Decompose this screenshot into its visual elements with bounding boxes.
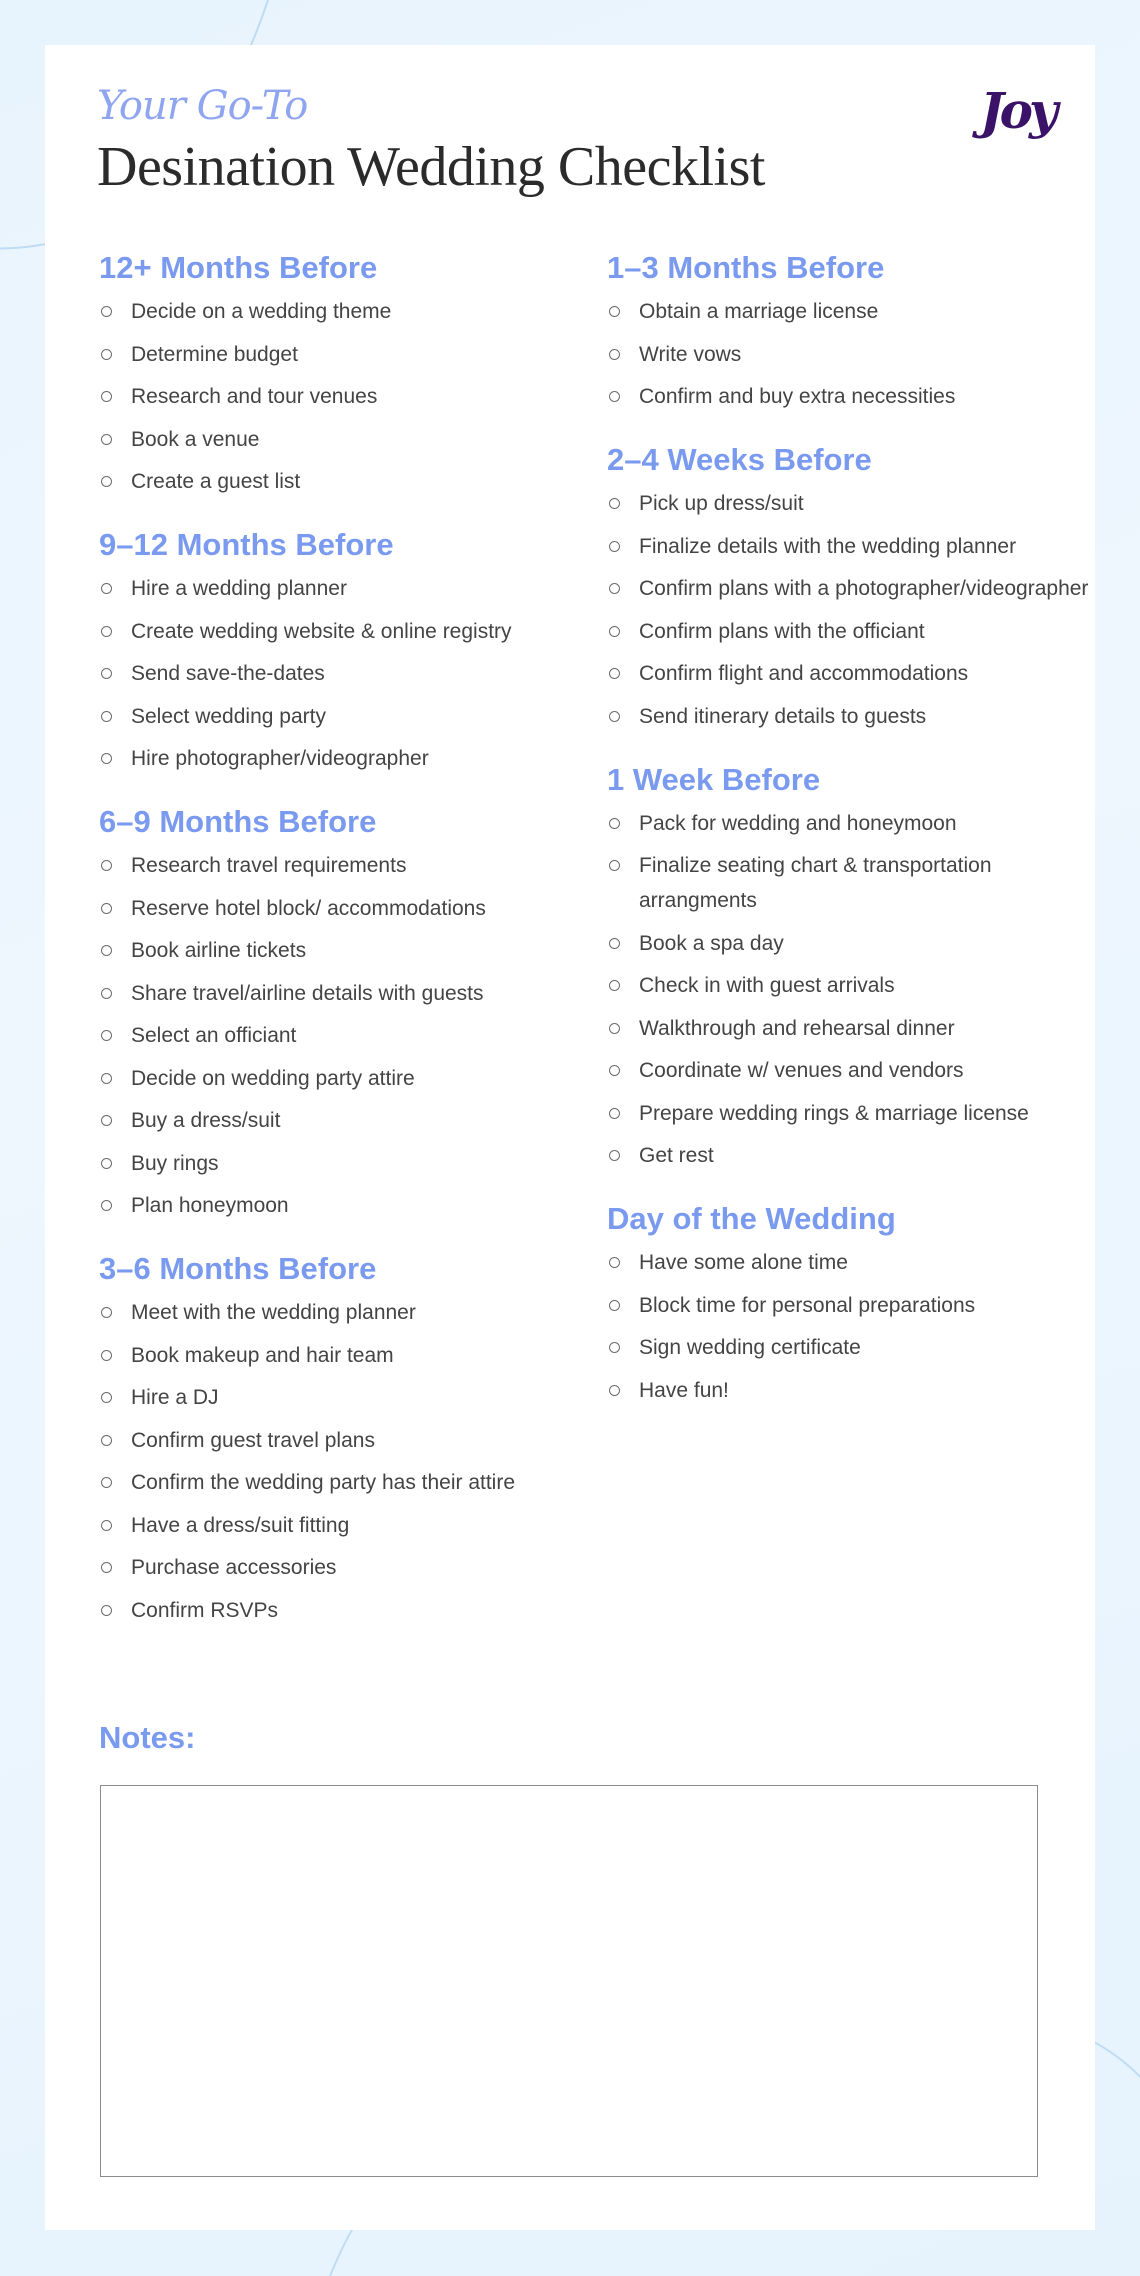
checkbox-circle-icon[interactable] <box>609 391 620 402</box>
checklist-item <box>607 1330 1107 1365</box>
checklist-item-label: Book a spa day <box>639 931 784 955</box>
checklist-item <box>99 1061 599 1096</box>
checkbox-circle-icon[interactable] <box>101 1115 112 1126</box>
checklist-item-label: Pack for wedding and honeymoon <box>639 811 957 835</box>
checklist-item-label: Reserve hotel block/ accommodations <box>131 896 486 920</box>
checkbox-circle-icon[interactable] <box>101 391 112 402</box>
checkbox-circle-icon[interactable] <box>101 476 112 487</box>
section-title: 1–3 Months Before <box>607 250 885 285</box>
checklist-item <box>99 1423 599 1458</box>
checklist-items <box>607 806 1107 1174</box>
checkbox-circle-icon[interactable] <box>101 1307 112 1318</box>
checkbox-circle-icon[interactable] <box>609 860 620 871</box>
checklist-item <box>99 1508 599 1543</box>
checklist-item-label: Obtain a marriage license <box>639 300 879 323</box>
checklist-item <box>99 464 599 499</box>
checklist-section <box>99 248 599 499</box>
checklist-item <box>607 379 1107 414</box>
checkbox-circle-icon[interactable] <box>101 1030 112 1041</box>
checklist-item <box>99 571 599 606</box>
checklist-item <box>99 1550 599 1585</box>
checklist-section <box>607 248 1107 414</box>
checklist-item-label: Walkthrough and rehearsal dinner <box>639 1016 955 1040</box>
checklist-item <box>607 1096 1107 1131</box>
checkbox-circle-icon[interactable] <box>609 938 620 949</box>
checkbox-circle-icon[interactable] <box>101 1158 112 1169</box>
checklist-item-label: Finalize details with the wedding planner <box>639 534 1017 558</box>
checkbox-circle-icon[interactable] <box>101 1477 112 1488</box>
checkbox-circle-icon[interactable] <box>101 711 112 722</box>
checklist-item <box>99 891 599 926</box>
checklist-item <box>607 294 1107 329</box>
checklist-item-label: Plan honeymoon <box>131 1194 289 1217</box>
checklist-item-label: Write vows <box>639 342 742 366</box>
checklist-item <box>607 1138 1107 1173</box>
checklist-item <box>99 1465 599 1500</box>
right-column <box>607 248 1107 1434</box>
checklist-items <box>607 486 1107 734</box>
checklist-item <box>607 1053 1107 1088</box>
checklist-item <box>607 1245 1107 1280</box>
checklist-item <box>607 848 1107 918</box>
checkbox-circle-icon[interactable] <box>101 1562 112 1573</box>
checklist-item <box>607 571 1107 606</box>
section-title: 12+ Months Before <box>99 250 378 285</box>
checklist-item <box>607 968 1107 1003</box>
checkbox-circle-icon[interactable] <box>101 583 112 594</box>
checklist-item-label: Send save-the-dates <box>131 662 325 685</box>
checklist-item-label: Create wedding website & online registry <box>131 619 512 643</box>
checklist-item-label: Confirm the wedding party has their attire <box>131 1471 516 1494</box>
checklist-item-label: Book makeup and hair team <box>131 1343 394 1367</box>
checkbox-circle-icon[interactable] <box>609 668 620 679</box>
checklist-item-label: Hire a DJ <box>131 1386 219 1409</box>
checklist-item-label: Sign wedding certificate <box>639 1336 861 1359</box>
checkbox-circle-icon[interactable] <box>609 980 620 991</box>
checklist-item-label: Hire a wedding planner <box>131 577 347 600</box>
checklist-item <box>607 337 1107 372</box>
checklist-section <box>99 802 599 1223</box>
checklist-item-label: Confirm plans with the officiant <box>639 619 925 643</box>
checklist-item <box>607 699 1107 734</box>
checkbox-circle-icon[interactable] <box>101 1200 112 1211</box>
checklist-items <box>607 294 1107 414</box>
checklist-item-label: Book airline tickets <box>131 939 307 962</box>
checklist-section <box>607 760 1107 1174</box>
checklist-item-label: Pick up dress/suit <box>639 492 804 515</box>
checkbox-circle-icon[interactable] <box>609 1065 620 1076</box>
checklist-item <box>607 806 1107 841</box>
checklist-item <box>99 294 599 329</box>
checkbox-circle-icon[interactable] <box>609 306 620 317</box>
section-title: 3–6 Months Before <box>99 1251 377 1286</box>
notes-box[interactable] <box>100 1785 1038 2177</box>
checklist-item-label: Prepare wedding rings & marriage license <box>639 1101 1029 1125</box>
joy-logo: Joy <box>980 81 1055 140</box>
checkbox-circle-icon[interactable] <box>101 903 112 914</box>
checkbox-circle-icon[interactable] <box>101 860 112 871</box>
checkbox-circle-icon[interactable] <box>101 1435 112 1446</box>
checklist-item-label: Check in with guest arrivals <box>639 974 895 997</box>
checkbox-circle-icon[interactable] <box>609 498 620 509</box>
checkbox-circle-icon[interactable] <box>609 541 620 552</box>
checklist-item <box>607 529 1107 564</box>
checkbox-circle-icon[interactable] <box>609 711 620 722</box>
checkbox-circle-icon[interactable] <box>609 1023 620 1034</box>
checklist-item-label: Select an officiant <box>131 1024 297 1047</box>
checklist-item-label: Send itinerary details to guests <box>639 704 927 728</box>
checkbox-circle-icon[interactable] <box>101 1605 112 1616</box>
checklist-item-label: Buy rings <box>131 1151 219 1175</box>
checklist-section <box>607 1199 1107 1408</box>
checklist-item <box>99 1018 599 1053</box>
checkbox-circle-icon[interactable] <box>101 668 112 679</box>
checklist-item <box>99 699 599 734</box>
checklist-items <box>99 294 599 499</box>
checkbox-circle-icon[interactable] <box>609 349 620 360</box>
notes-label: Notes: <box>99 1720 196 1755</box>
checklist-items <box>99 1295 599 1628</box>
checklist-items <box>99 848 599 1223</box>
checkbox-circle-icon[interactable] <box>101 945 112 956</box>
checkbox-circle-icon[interactable] <box>609 1300 620 1311</box>
checklist-items <box>99 571 599 776</box>
checklist-section <box>607 440 1107 734</box>
checklist-item <box>99 933 599 968</box>
checklist-item-label: Purchase accessories <box>131 1556 337 1579</box>
checkbox-circle-icon[interactable] <box>101 988 112 999</box>
checklist-card <box>45 45 1095 2230</box>
checklist-item-label: Confirm plans with a photographer/videographer <box>639 577 1089 600</box>
checklist-section <box>99 1249 599 1628</box>
checklist-item-label: Get rest <box>639 1144 714 1167</box>
section-title: 6–9 Months Before <box>99 804 377 839</box>
checkbox-circle-icon[interactable] <box>609 1342 620 1353</box>
header-subtitle: Your Go-To <box>97 83 308 129</box>
checklist-item <box>607 1373 1107 1408</box>
checklist-item-label: Decide on wedding party attire <box>131 1066 415 1090</box>
checkbox-circle-icon[interactable] <box>609 583 620 594</box>
checklist-item-label: Confirm guest travel plans <box>131 1428 375 1452</box>
checklist-item <box>99 1380 599 1415</box>
checkbox-circle-icon[interactable] <box>609 818 620 829</box>
checklist-item <box>99 1188 599 1223</box>
checklist-item <box>99 379 599 414</box>
checklist-item <box>99 976 599 1011</box>
section-title: 2–4 Weeks Before <box>607 442 872 477</box>
checklist-item-label: Meet with the wedding planner <box>131 1301 416 1324</box>
checklist-item-label: Coordinate w/ venues and vendors <box>639 1059 964 1082</box>
checklist-item-label: Confirm RSVPs <box>131 1598 279 1622</box>
checkbox-circle-icon[interactable] <box>609 1257 620 1268</box>
checklist-item-label: Research travel requirements <box>131 854 407 877</box>
page-title: Desination Wedding Checklist <box>97 136 765 198</box>
checkbox-circle-icon[interactable] <box>609 1108 620 1119</box>
section-title: Day of the Wedding <box>607 1201 896 1236</box>
checklist-item-label: Create a guest list <box>131 470 301 493</box>
checklist-item-label: Decide on a wedding theme <box>131 300 392 323</box>
checklist-item <box>607 614 1107 649</box>
checklist-item-label: Determine budget <box>131 342 298 366</box>
checkbox-circle-icon[interactable] <box>101 1392 112 1403</box>
left-column <box>99 248 599 1654</box>
checkbox-circle-icon[interactable] <box>101 349 112 360</box>
checklist-item <box>607 1288 1107 1323</box>
checkbox-circle-icon[interactable] <box>101 753 112 764</box>
checklist-item <box>99 656 599 691</box>
checklist-item-label: Confirm and buy extra necessities <box>639 385 956 408</box>
checklist-item <box>99 1593 599 1628</box>
checklist-item <box>607 926 1107 961</box>
checklist-item-label: Share travel/airline details with guests <box>131 981 484 1005</box>
section-title: 9–12 Months Before <box>99 527 394 562</box>
checklist-item <box>99 741 599 776</box>
checklist-item <box>99 337 599 372</box>
section-title: 1 Week Before <box>607 761 821 797</box>
checklist-item-label: Select wedding party <box>131 704 326 728</box>
checklist-item-label: Have a dress/suit fitting <box>131 1513 350 1537</box>
checklist-item <box>99 1338 599 1373</box>
checkbox-circle-icon[interactable] <box>609 1385 620 1396</box>
checkbox-circle-icon[interactable] <box>609 1150 620 1161</box>
checklist-items <box>607 1245 1107 1408</box>
checklist-item <box>99 1146 599 1181</box>
checklist-item <box>607 486 1107 521</box>
checkbox-circle-icon[interactable] <box>101 1350 112 1361</box>
checklist-item <box>607 1011 1107 1046</box>
checklist-item-label: Hire photographer/videographer <box>131 747 429 770</box>
checklist-item <box>99 1295 599 1330</box>
checklist-item <box>99 614 599 649</box>
checklist-item-label: Research and tour venues <box>131 385 378 408</box>
checkbox-circle-icon[interactable] <box>101 434 112 445</box>
checkbox-circle-icon[interactable] <box>609 626 620 637</box>
checklist-item-label: Buy a dress/suit <box>131 1109 281 1132</box>
checklist-item <box>99 848 599 883</box>
checkbox-circle-icon[interactable] <box>101 1073 112 1084</box>
checklist-item <box>99 1103 599 1138</box>
checklist-item-label: Have fun! <box>639 1378 729 1402</box>
checkbox-circle-icon[interactable] <box>101 306 112 317</box>
checklist-item-label: Book a venue <box>131 427 260 451</box>
checklist-item-label: Confirm flight and accommodations <box>639 662 969 685</box>
checklist-item-label: Have some alone time <box>639 1251 848 1274</box>
checklist-item-label: Block time for personal preparations <box>639 1293 976 1317</box>
checklist-item <box>99 422 599 457</box>
checkbox-circle-icon[interactable] <box>101 626 112 637</box>
checkbox-circle-icon[interactable] <box>101 1520 112 1531</box>
checklist-item-label: Finalize seating chart & transportation arrangments <box>639 854 992 912</box>
checklist-section <box>99 525 599 776</box>
checklist-item <box>607 656 1107 691</box>
